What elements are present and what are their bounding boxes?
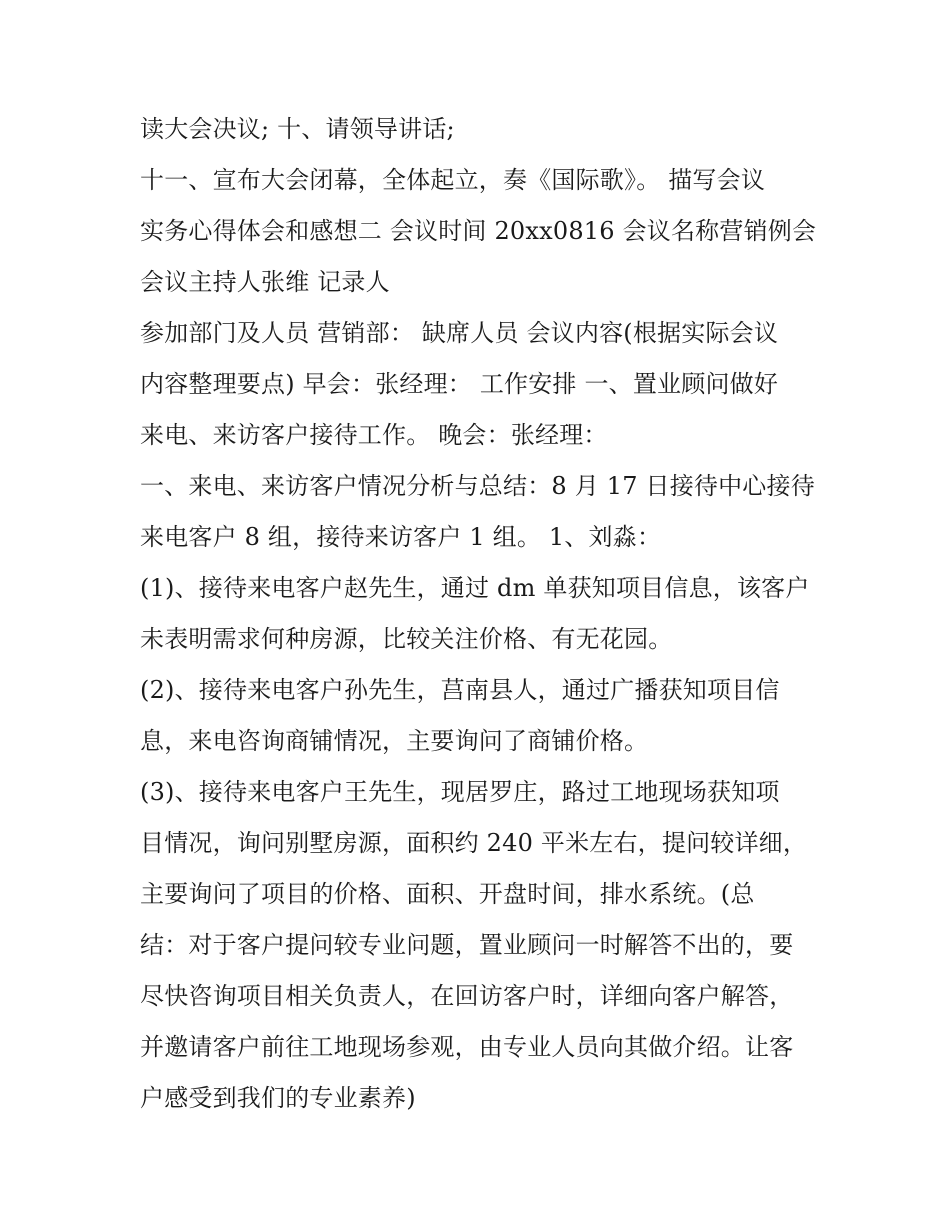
text-line: 十一、宣布大会闭幕，全体起立，奏《国际歌》。 描写会议: [140, 166, 766, 194]
text-line: 未表明需求何种房源，比较关注价格、有无花园。: [140, 625, 673, 653]
document-body: [140, 104, 820, 1124]
text-line: 主要询问了项目的价格、面积、开盘时间，排水系统。(总: [140, 880, 755, 908]
text-line: 读大会决议; 十、请领导讲话;: [140, 115, 455, 143]
text-line: 结：对于客户提问较专业问题，置业顾问一时解答不出的，要: [140, 931, 794, 959]
text-line: 一、来电、来访客户情况分析与总结：8 月 17 日接待中心接待: [140, 472, 815, 500]
text-line: 会议主持人张维 记录人: [140, 268, 390, 296]
text-line: 内容整理要点) 早会：张经理： 工作安排 一、置业顾问做好: [140, 370, 779, 398]
text-line: (2)、接待来电客户孙先生，莒南县人，通过广播获知项目信: [140, 676, 780, 704]
text-line: 息，来电咨询商铺情况，主要询问了商铺价格。: [140, 727, 649, 755]
text-line: 目情况，询问别墅房源，面积约 240 平米左右，提问较详细，: [140, 829, 808, 857]
text-line: 实务心得体会和感想二 会议时间 20xx0816 会议名称营销例会: [140, 217, 817, 245]
text-line: (3)、接待来电客户王先生，现居罗庄，路过工地现场获知项: [140, 778, 780, 806]
text-line: 并邀请客户前往工地现场参观，由专业人员向其做介绍。让客: [140, 1033, 794, 1061]
text-line: 户感受到我们的专业素养): [140, 1084, 416, 1112]
text-line: 尽快咨询项目相关负责人，在回访客户时，详细向客户解答，: [140, 982, 794, 1010]
text-line: 来电、来访客户接待工作。 晚会：张经理：: [140, 421, 608, 449]
text-line: (1)、接待来电客户赵先生，通过 dm 单获知项目信息，该客户: [140, 574, 810, 602]
text-line: 来电客户 8 组，接待来访客户 1 组。 1、刘淼：: [140, 523, 662, 551]
text-line: 参加部门及人员 营销部： 缺席人员 会议内容(根据实际会议: [140, 319, 779, 347]
